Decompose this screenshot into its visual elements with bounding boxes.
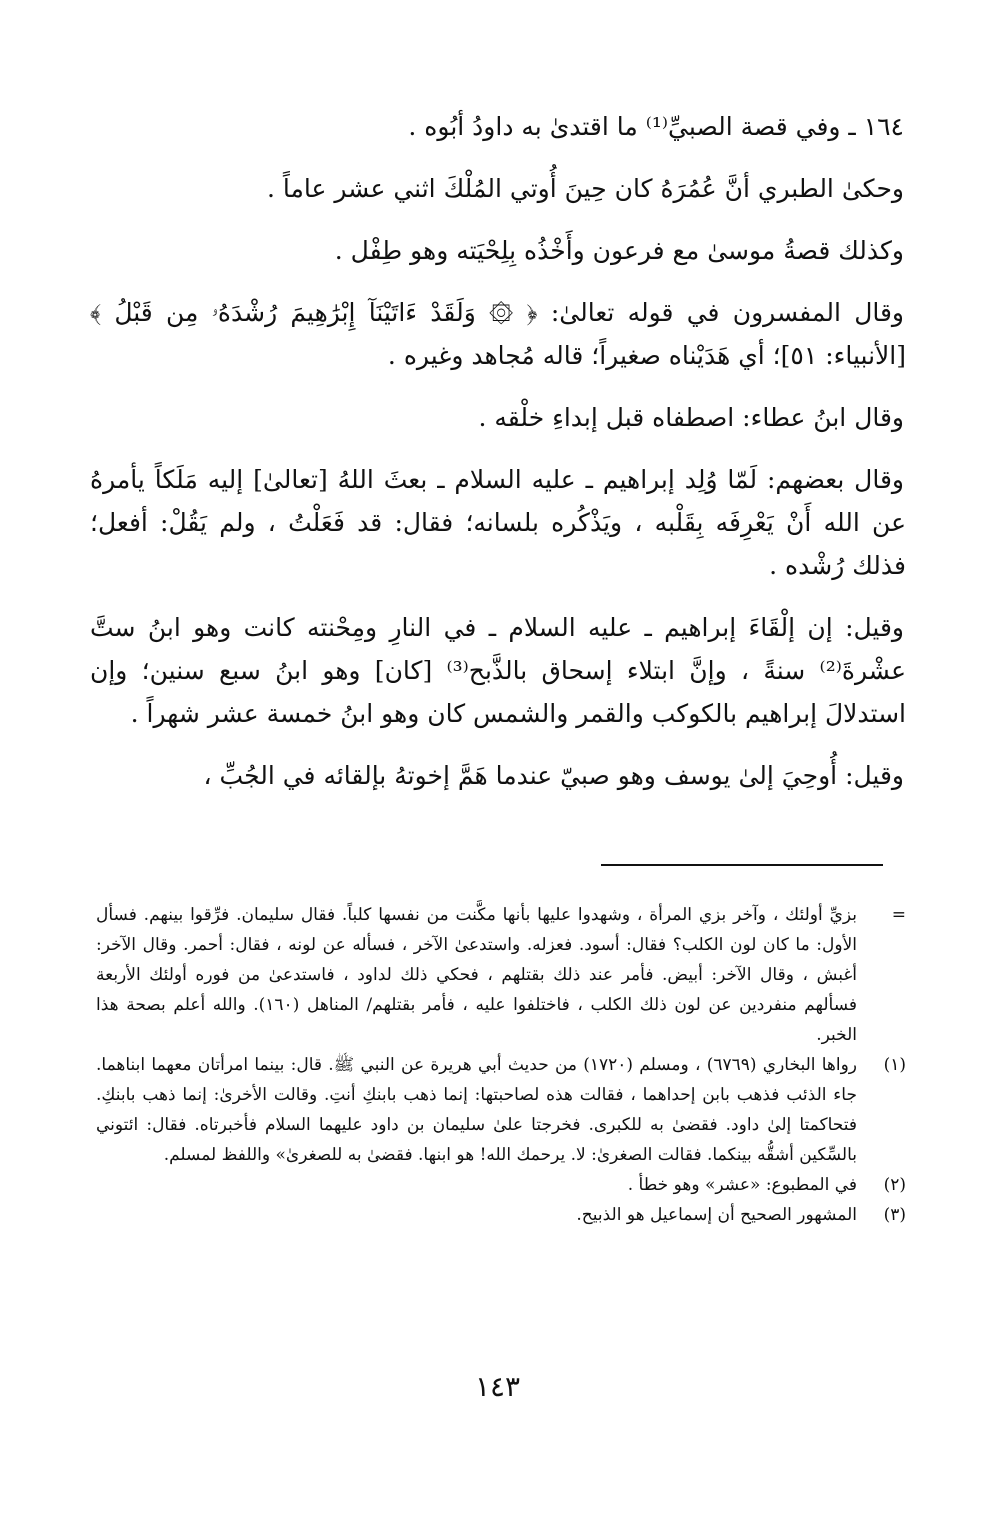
paragraph-164: ١٦٤ ـ وفي قصة الصبيِّ⁽¹⁾ ما اقتدىٰ به داودُ أبُوه .	[408, 112, 904, 141]
paragraph-musa: وكذلك قصةُ موسىٰ مع فرعون وأَخْذُه بِلِحْيَته وهو طِفْل .	[334, 236, 904, 265]
footnote-3	[96, 1200, 906, 1230]
footnote-text: في المطبوع: «عشر» وهو خطأ .	[627, 1175, 857, 1195]
footnote-text: رواها البخاري (٦٧٦٩) ، ومسلم (١٧٢٠) من حديث أبي هريرة عن النبي ﷺ. قال: بينما امرأتان معهما ابناهما. جاء الذئب فذهب بابن إحداهما ، فقالت هذه لصاحبتها: إنما ذهب بابنكِ أنتِ. وقالت الأخرىٰ: إنما ذهب بابنكِ. فتحاكمتا إلىٰ داود. فقضىٰ به للكبرى. فخرجتا علىٰ سليمان بن داود عليهما السلام فأخبرتاه. فقال: ائتوني بالسِّكين أشقُّه بينكما. فقالت الصغرىٰ: لا. يرحمك الله! هو ابنها. فقضىٰ به للصغرىٰ» واللفظ لمسلم.	[96, 1055, 858, 1165]
footnote-mark: (٢)	[883, 1175, 906, 1195]
paragraph-ilqa-ibrahim: وقيل: إن إلْقَاءَ إبراهيم ـ عليه السلام ـ في النارِ ومِحْنته كانت وهو ابنُ ستَّ عشْرةَ⁽²⁾ سنةً ، وإنَّ ابتلاء إسحاق بالذَّبح⁽³⁾ [كان] وهو ابنُ سبع سنين؛ وإن استدلالَ إبراهيم بالكوكب والقمر والشمس كان وهو ابنُ خمسة عشر شهراً .	[90, 613, 906, 728]
main-text	[90, 105, 906, 816]
footnote-2	[96, 1170, 906, 1200]
footnote-text: المشهور الصحيح أن إسماعيل هو الذبيح.	[576, 1205, 857, 1225]
footnote-mark: =	[891, 905, 906, 925]
footnote-separator	[601, 864, 883, 866]
footnote-mark: (١)	[883, 1055, 906, 1075]
footnotes	[96, 900, 906, 1230]
paragraph-mufassirun: وقال المفسرون في قوله تعالىٰ: ﴿ ۞ وَلَقَدْ ءَاتَيْنَآ إِبْرَٰهِيمَ رُشْدَهُۥ مِن قَبْلُ ﴾ [الأنبياء: ٥١]؛ أي هَدَيْناه صغيراً؛ قاله مُجاهد وغيره .	[90, 298, 906, 370]
footnote-1	[96, 1050, 906, 1170]
footnote-mark: (٣)	[883, 1205, 906, 1225]
paragraph-yusuf: وقيل: أُوحِيَ إلىٰ يوسف وهو صبيّ عندما هَمَّ إخوتهُ بإلقائه في الجُبِّ ،	[203, 761, 904, 790]
paragraph-tabari: وحكىٰ الطبري أنَّ عُمُرَهُ كان حِينَ أُوتي المُلْكَ اثني عشر عاماً .	[267, 174, 904, 203]
page-number: ١٤٣	[474, 1370, 521, 1403]
footnote-text: بزيِّ أولئك ، وآخر بزي المرأة ، وشهدوا عليها بأنها مكَّنت من نفسها كلباً. فقال سليمان. فرِّقوا بينهم. فسأل الأول: ما كان لون الكلب؟ فقال: أسود. فعزله. واستدعىٰ الآخر ، فسأله عن لونه ، فقال: أحمر. وقال الآخر: أغبش ، وقال الآخر: أبيض. فأمر عند ذلك بقتلهم ، فحكي ذلك لداود ، فاستدعىٰ من فوره أولئك الأربعة فسألهم منفردين عن لون ذلك الكلب ، فاختلفوا عليه ، فأمر بقتلهم/ المناهل (١٦٠). والله أعلم بصحة هذا الخبر.	[96, 905, 857, 1045]
paragraph-baduhum: وقال بعضهم: لَمّا وُلِد إبراهيم ـ عليه السلام ـ بعثَ اللهُ [تعالىٰ] إليه مَلَكاً يأمرهُ عن الله أَنْ يَعْرِفَه بِقَلْبه ، ويَذْكُره بلسانه؛ فقال: قد فَعَلْتُ ، ولم يَقُلْ: أفعل؛ فذلك رُشْده .	[90, 465, 906, 580]
paragraph-ibn-ata: وقال ابنُ عطاء: اصطفاه قبل إبداءِ خلْقه .	[478, 403, 904, 432]
footnote-continued	[96, 900, 906, 1050]
